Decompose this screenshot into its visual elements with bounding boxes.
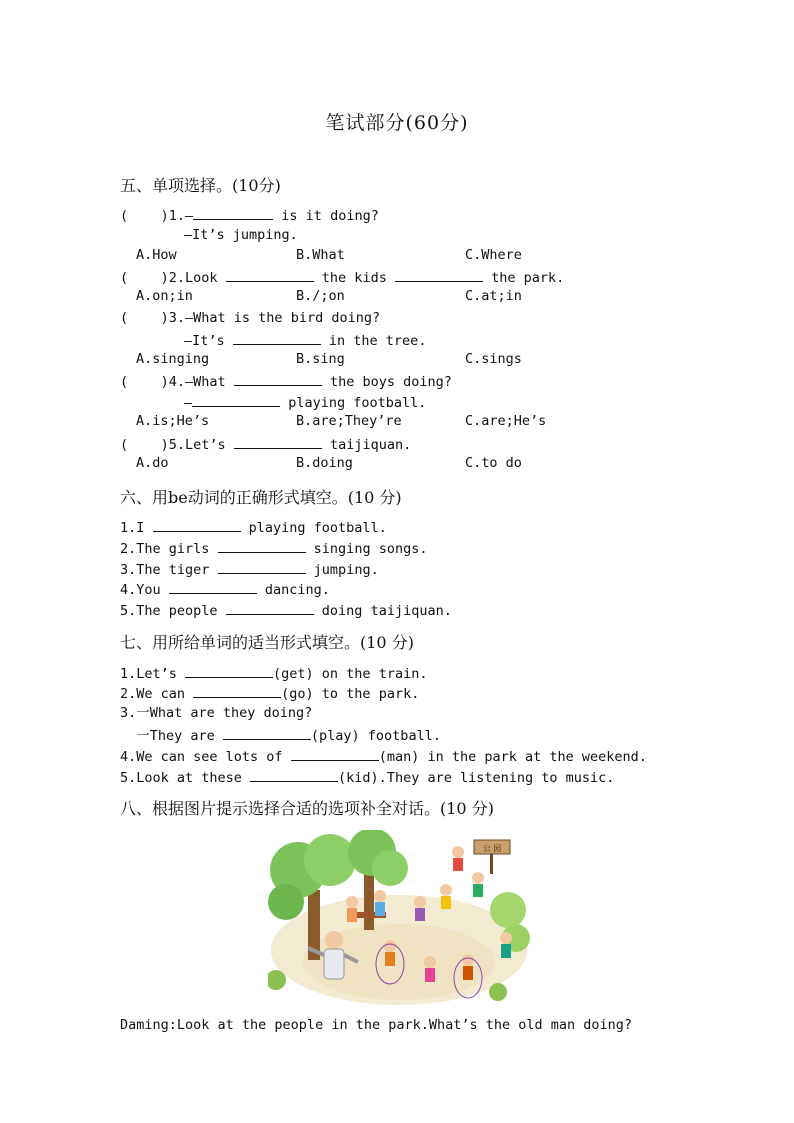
kid-head [374, 890, 386, 902]
q3-option-c: C.sings [465, 351, 522, 367]
park-illustration [268, 830, 530, 1008]
tree-left [268, 884, 304, 920]
s7-blank-2[interactable] [193, 683, 281, 698]
s7-item-3-reply: 一They are (play) football. [120, 725, 441, 745]
q2-option-c: C.at;in [465, 288, 522, 304]
s6-blank-2[interactable] [218, 538, 306, 553]
s6-blank-4[interactable] [169, 579, 257, 594]
q2-option-b: B./;on [296, 288, 345, 304]
q1-option-a: A.How [136, 247, 177, 263]
q1-reply: —It’s jumping. [184, 227, 298, 243]
bush [489, 983, 507, 1001]
q1-option-b: B.What [296, 247, 345, 263]
q3-line: ( )3.—What is the bird doing? [120, 310, 381, 326]
q4-reply: — playing football. [184, 392, 426, 412]
s7-item-2: 2.We can (go) to the park. [120, 683, 419, 703]
s6-blank-5[interactable] [226, 600, 314, 615]
s7-blank-4[interactable] [291, 746, 379, 761]
s7-item-3: 3.一What are they doing? [120, 705, 313, 721]
kid-body [441, 896, 451, 909]
old-man-head [325, 931, 343, 949]
kid-head [452, 846, 464, 858]
q5-line: ( )5.Let’s taijiquan. [120, 434, 411, 454]
tree-middle [372, 850, 408, 886]
kid-body [473, 884, 483, 897]
q2-option-a: A.on;in [136, 288, 193, 304]
q5-option-c: C.to do [465, 455, 522, 471]
section-8-heading: 八、根据图片提示选择合适的选项补全对话。(10 分) [120, 799, 494, 818]
kid-body [415, 908, 425, 921]
q5-blank[interactable] [234, 434, 322, 449]
kid-body [453, 858, 463, 871]
tree-trunk-middle [364, 870, 374, 930]
q3-option-b: B.sing [296, 351, 345, 367]
q1-blank[interactable] [193, 205, 273, 220]
s6-item-1: 1.I playing football. [120, 517, 387, 537]
s6-item-5: 5.The people doing taijiquan. [120, 600, 452, 620]
s7-blank-3[interactable] [223, 725, 311, 740]
kid-body [501, 944, 511, 958]
s6-blank-3[interactable] [218, 559, 306, 574]
s7-blank-1[interactable] [185, 663, 273, 678]
q5-option-b: B.doing [296, 455, 353, 471]
q2-blank-1[interactable] [226, 267, 314, 282]
s7-item-5: 5.Look at these (kid).They are listening to music. [120, 767, 614, 787]
s7-blank-5[interactable] [250, 767, 338, 782]
q4-blank-2[interactable] [192, 392, 280, 407]
tree-left [304, 834, 356, 886]
q1-line: ( )1.— is it doing? [120, 205, 379, 225]
section-6-heading: 六、用be动词的正确形式填空。(10 分) [120, 488, 402, 507]
s6-item-2: 2.The girls singing songs. [120, 538, 427, 558]
q4-blank-1[interactable] [234, 371, 322, 386]
kid-head [462, 954, 474, 966]
q4-option-b: B.are;They’re [296, 413, 402, 429]
kid-body [385, 952, 395, 966]
kid-head [424, 956, 436, 968]
park-sign-text: 公 园 [482, 844, 502, 853]
park-sign-post [490, 854, 493, 874]
kid-body [347, 908, 357, 922]
kid-body [463, 966, 473, 980]
dialogue-line-daming: Daming:Look at the people in the park.What’s the old man doing? [120, 1017, 633, 1033]
s7-item-4: 4.We can see lots of (man) in the park at the weekend. [120, 746, 647, 766]
bush [490, 892, 526, 928]
q3-option-a: A.singing [136, 351, 210, 367]
q3-blank[interactable] [233, 330, 321, 345]
q4-option-c: C.are;He’s [465, 413, 547, 429]
page-title: 笔试部分(60分) [325, 112, 469, 134]
section-5-heading: 五、单项选择。(10分) [120, 176, 281, 195]
s7-item-1: 1.Let’s (get) on the train. [120, 663, 427, 683]
q5-option-a: A.do [136, 455, 169, 471]
s6-blank-1[interactable] [153, 517, 241, 532]
kid-head [472, 872, 484, 884]
kid-head [440, 884, 452, 896]
kid-body [375, 902, 385, 916]
old-man-body [324, 949, 344, 979]
kid-head [346, 896, 358, 908]
q4-line: ( )4.—What the boys doing? [120, 371, 452, 391]
kid-head [384, 940, 396, 952]
q4-option-a: A.is;He’s [136, 413, 210, 429]
kid-body [425, 968, 435, 982]
kid-head [414, 896, 426, 908]
s6-item-4: 4.You dancing. [120, 579, 330, 599]
section-7-heading: 七、用所给单词的适当形式填空。(10 分) [120, 633, 414, 652]
q3-reply: —It’s in the tree. [184, 330, 426, 350]
s6-item-3: 3.The tiger jumping. [120, 559, 379, 579]
kid-head [500, 932, 512, 944]
q1-number: ( )1. [120, 208, 186, 224]
q2-blank-2[interactable] [395, 267, 483, 282]
q2-line: ( )2.Look the kids the park. [120, 267, 564, 287]
q1-option-c: C.Where [465, 247, 522, 263]
